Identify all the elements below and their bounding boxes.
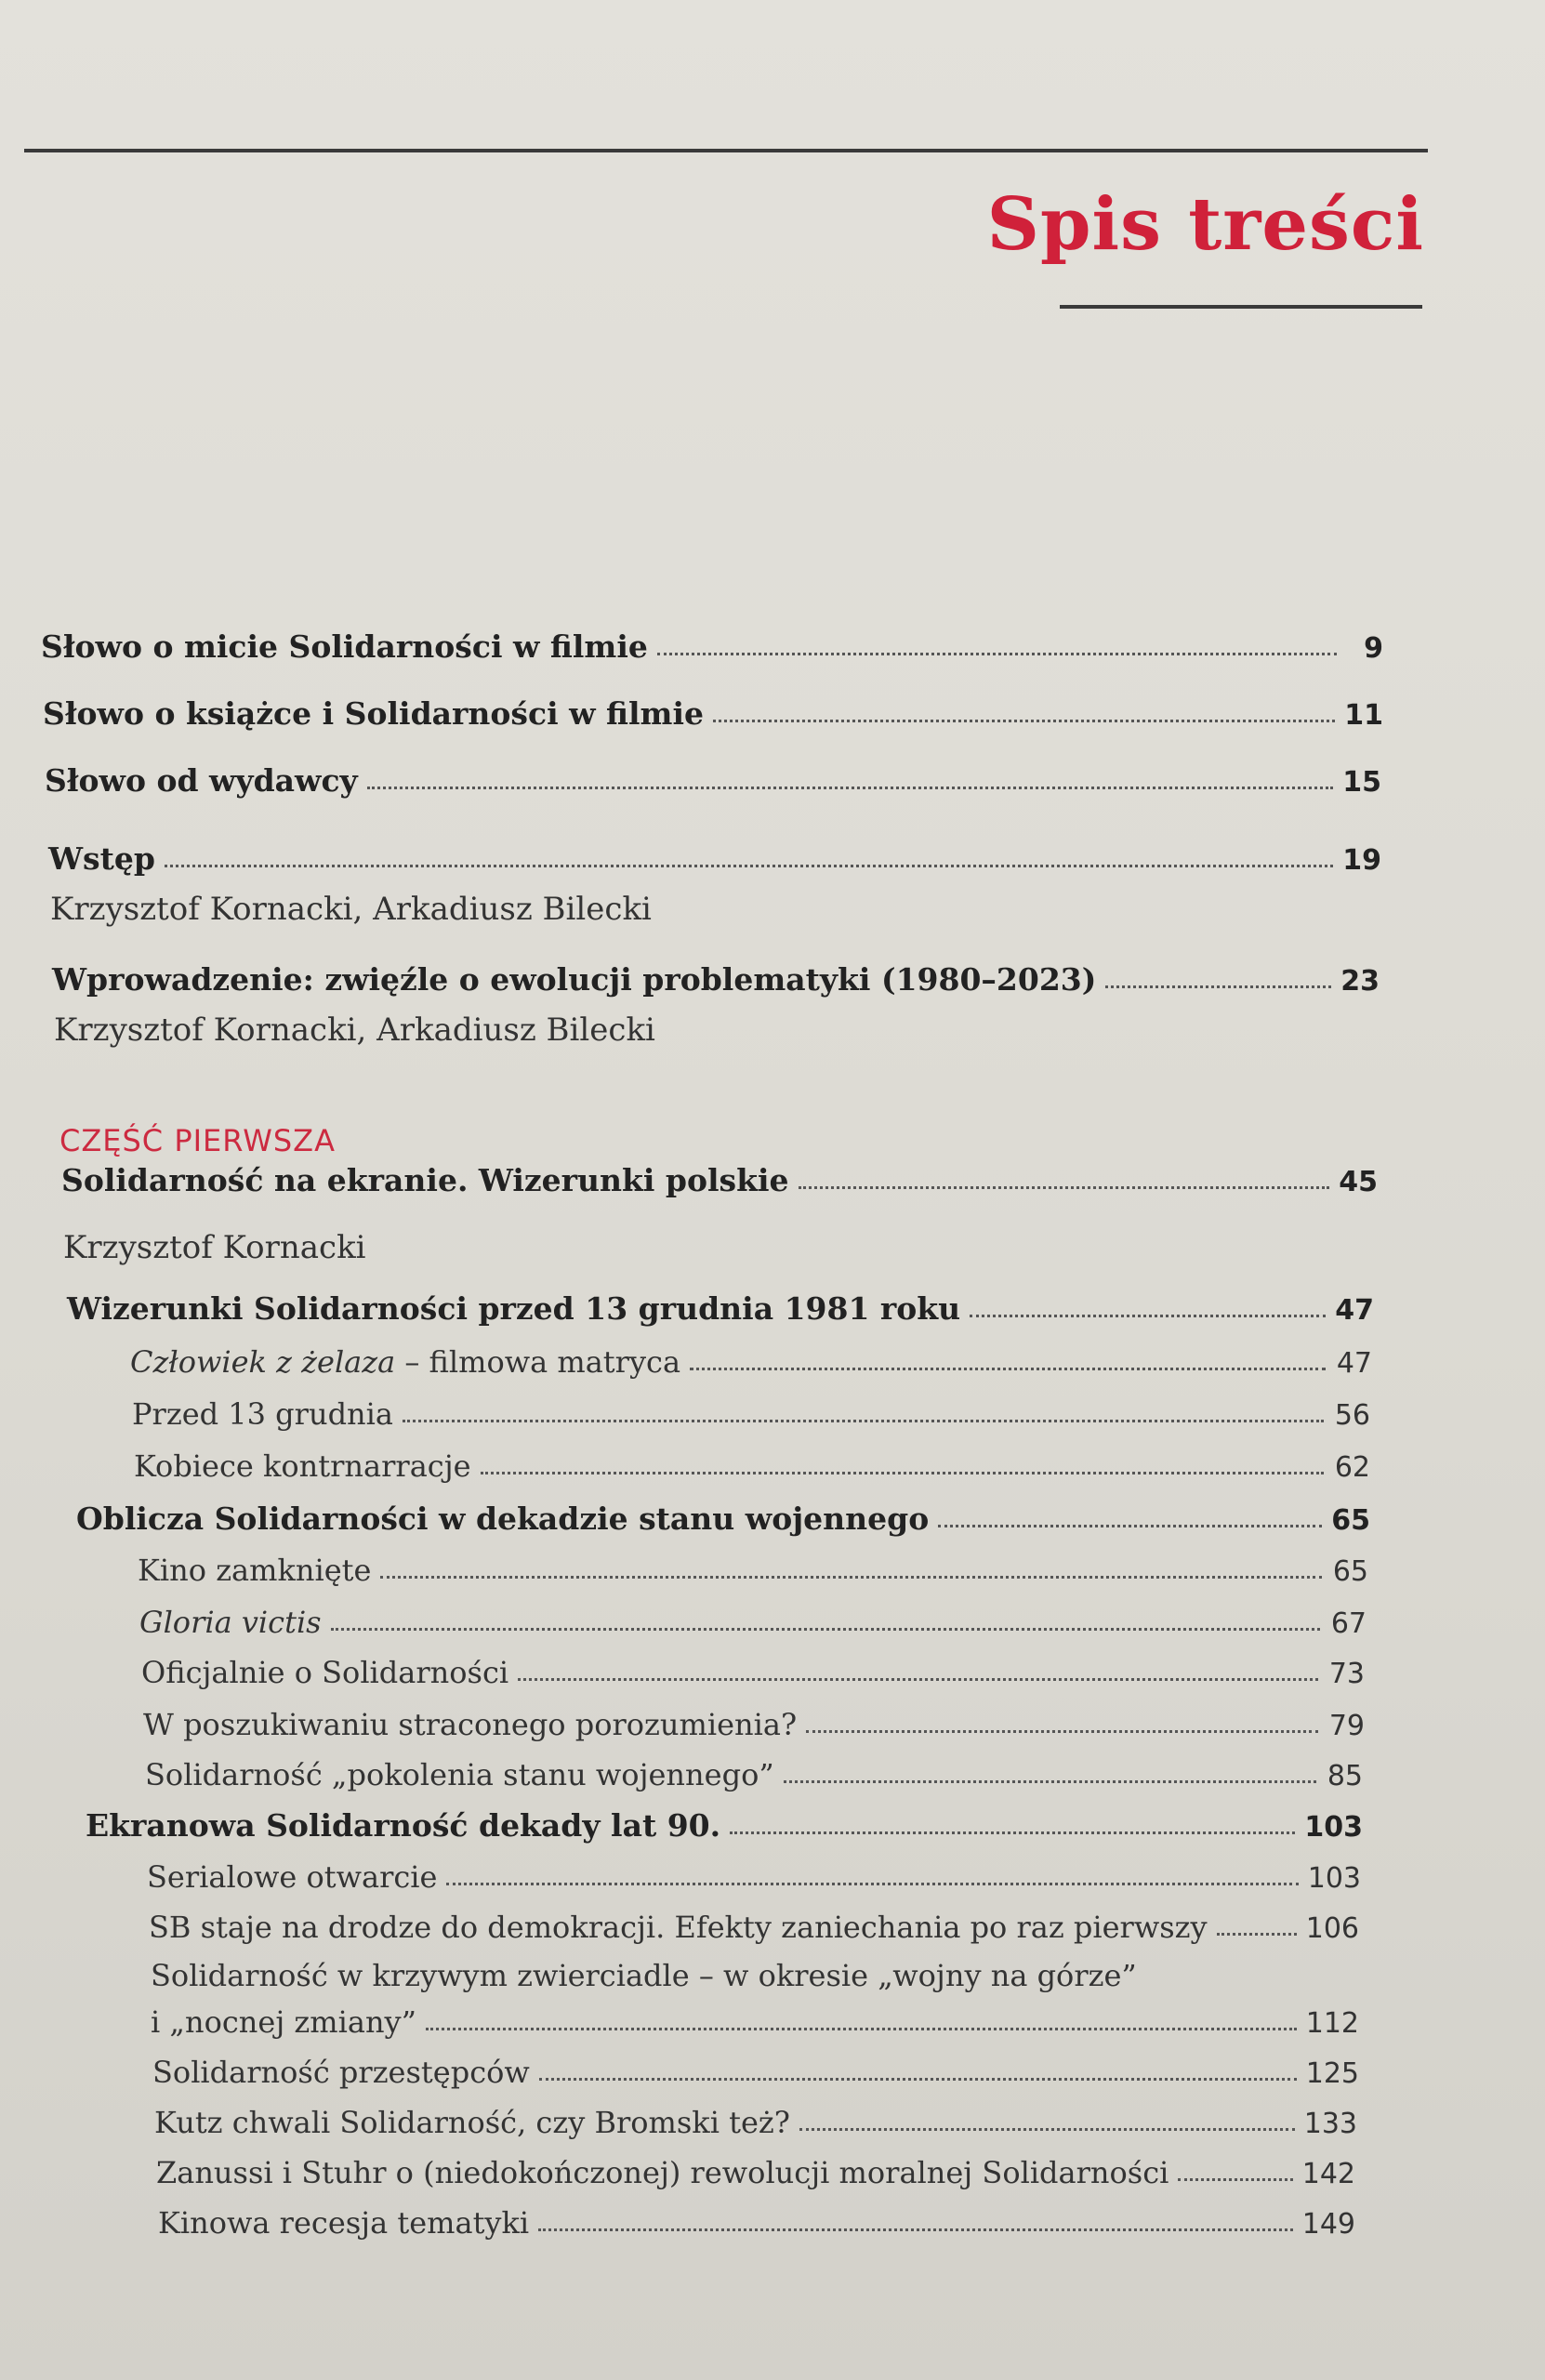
dot-leader bbox=[539, 2078, 1297, 2081]
toc-entry-label: Zanussi i Stuhr o (niedokończonej) rewolucji moralnej Solidarności bbox=[156, 2155, 1169, 2190]
toc-entry-page: 45 bbox=[1339, 1166, 1378, 1198]
dot-leader bbox=[806, 1730, 1318, 1733]
toc-entry-page: 11 bbox=[1344, 699, 1383, 732]
toc-entry-page: 62 bbox=[1334, 1451, 1370, 1484]
dot-leader bbox=[799, 2128, 1295, 2131]
dot-leader bbox=[538, 2228, 1293, 2231]
toc-entry-page: 19 bbox=[1342, 844, 1381, 877]
toc-entry-label: Solidarność na ekranie. Wizerunki polskie bbox=[61, 1162, 789, 1198]
toc-entry-page: 73 bbox=[1328, 1658, 1365, 1690]
toc-entry-label: Słowo o micie Solidarności w filmie bbox=[41, 628, 648, 665]
toc-entry-label: Wprowadzenie: zwięźle o ewolucji problematyki (1980–2023) bbox=[52, 961, 1097, 998]
toc-entry-subsection[interactable] bbox=[149, 1910, 1359, 1945]
dot-leader bbox=[165, 865, 1333, 867]
toc-entry-front[interactable] bbox=[52, 961, 1380, 998]
toc-entry-page: 112 bbox=[1305, 2007, 1359, 2040]
toc-entry-subsection[interactable] bbox=[145, 1757, 1363, 1792]
toc-entry-chapter[interactable] bbox=[86, 1807, 1363, 1844]
dot-leader bbox=[380, 1576, 1322, 1579]
toc-entry-page: 65 bbox=[1332, 1555, 1368, 1588]
toc-entry-subsection[interactable] bbox=[138, 1553, 1368, 1588]
toc-entry-page: 149 bbox=[1301, 2208, 1355, 2241]
toc-entry-front[interactable] bbox=[41, 628, 1383, 665]
toc-entry-label: Oficjalnie o Solidarności bbox=[141, 1655, 509, 1690]
dot-leader bbox=[938, 1525, 1322, 1527]
toc-entry-page: 15 bbox=[1342, 766, 1381, 799]
dot-leader bbox=[518, 1678, 1318, 1681]
dot-leader bbox=[446, 1883, 1298, 1885]
dot-leader bbox=[1105, 985, 1331, 988]
toc-entry-page: 47 bbox=[1335, 1294, 1374, 1327]
dot-leader bbox=[1178, 2178, 1292, 2181]
toc-entry-subsection[interactable] bbox=[151, 2004, 1359, 2040]
toc-entry-label: Wstęp bbox=[48, 840, 155, 877]
toc-entry-page: 85 bbox=[1327, 1760, 1363, 1792]
dot-leader bbox=[799, 1186, 1330, 1189]
toc-entry-page: 47 bbox=[1336, 1347, 1372, 1380]
toc-entry-label: Kinowa recesja tematyki bbox=[158, 2205, 530, 2241]
toc-entry-chapter[interactable] bbox=[76, 1501, 1370, 1537]
toc-entry-page: 125 bbox=[1305, 2057, 1359, 2090]
toc-entry-front[interactable] bbox=[45, 762, 1381, 799]
toc-entry-subsection[interactable] bbox=[143, 1707, 1365, 1742]
toc-entry-chapter[interactable] bbox=[67, 1290, 1374, 1327]
toc-entry-subsection[interactable] bbox=[139, 1605, 1367, 1640]
toc-entry-label: Solidarność przestępców bbox=[152, 2055, 530, 2090]
toc-entry-part[interactable] bbox=[61, 1162, 1378, 1198]
toc-entry-page: 65 bbox=[1331, 1504, 1370, 1537]
toc-entry-label: i „nocnej zmiany” bbox=[151, 2004, 416, 2040]
toc-entry-subsection[interactable] bbox=[156, 2155, 1355, 2190]
toc-entry-subsection[interactable] bbox=[154, 2105, 1357, 2140]
top-rule bbox=[24, 149, 1428, 152]
toc-entry-label: W poszukiwaniu straconego porozumienia? bbox=[143, 1707, 798, 1742]
toc-entry-page: 56 bbox=[1334, 1399, 1370, 1432]
toc-entry-label: Oblicza Solidarności w dekadzie stanu wojennego bbox=[76, 1501, 930, 1537]
dot-leader bbox=[403, 1420, 1324, 1422]
dot-leader bbox=[690, 1368, 1326, 1370]
author-line: Krzysztof Kornacki bbox=[63, 1229, 366, 1266]
toc-entry-page: 103 bbox=[1304, 1811, 1363, 1844]
toc-entry-label: Kino zamknięte bbox=[138, 1553, 372, 1588]
page-title: Spis treści bbox=[986, 182, 1424, 267]
toc-entry-subsection[interactable] bbox=[141, 1655, 1365, 1690]
toc-entry-front[interactable] bbox=[48, 840, 1381, 877]
toc-entry-label: Serialowe otwarcie bbox=[147, 1859, 438, 1895]
toc-entry-page: 67 bbox=[1330, 1607, 1367, 1640]
toc-entry-label bbox=[139, 1605, 322, 1640]
toc-entry-page: 103 bbox=[1307, 1862, 1361, 1895]
toc-entry-label: Przed 13 grudnia bbox=[132, 1396, 393, 1432]
toc-entry-front[interactable] bbox=[43, 695, 1383, 732]
toc-entry-label: Ekranowa Solidarność dekady lat 90. bbox=[86, 1807, 721, 1844]
dot-leader bbox=[426, 2028, 1297, 2030]
dot-leader bbox=[481, 1472, 1324, 1474]
toc-entry-subsection[interactable] bbox=[158, 2205, 1355, 2241]
toc-entry-page: 9 bbox=[1364, 632, 1383, 665]
toc-entry-page: 106 bbox=[1305, 1912, 1359, 1945]
author-line: Krzysztof Kornacki, Arkadiusz Bilecki bbox=[54, 1012, 655, 1049]
toc-entry-label: Kobiece kontrnarracje bbox=[134, 1448, 471, 1484]
part-heading: CZĘŚĆ PIERWSZA bbox=[59, 1123, 336, 1158]
toc-entry-subsection[interactable] bbox=[130, 1344, 1372, 1380]
toc-entry-italic: Gloria victis bbox=[139, 1605, 322, 1640]
toc-entry-rest: – filmowa matryca bbox=[395, 1344, 681, 1380]
dot-leader bbox=[1217, 1933, 1297, 1936]
dot-leader bbox=[970, 1315, 1326, 1317]
author-line: Krzysztof Kornacki, Arkadiusz Bilecki bbox=[50, 891, 652, 928]
toc-entry-label: Słowo od wydawcy bbox=[45, 762, 358, 799]
dot-leader bbox=[367, 787, 1334, 789]
toc-entry-label: Solidarność „pokolenia stanu wojennego” bbox=[145, 1757, 774, 1792]
dot-leader bbox=[331, 1628, 1320, 1631]
title-underline bbox=[1060, 305, 1422, 309]
toc-entry-subsection[interactable] bbox=[147, 1859, 1361, 1895]
toc-entry-page: 133 bbox=[1303, 2108, 1357, 2140]
toc-entry-label bbox=[130, 1344, 680, 1380]
toc-entry-page: 142 bbox=[1301, 2158, 1355, 2190]
toc-entry-subsection[interactable] bbox=[134, 1448, 1370, 1484]
toc-entry-label: Słowo o książce i Solidarności w filmie bbox=[43, 695, 704, 732]
toc-entry-page: 23 bbox=[1340, 965, 1380, 998]
dot-leader bbox=[730, 1831, 1295, 1834]
dot-leader bbox=[657, 653, 1337, 655]
toc-entry-label: Kutz chwali Solidarność, czy Bromski też? bbox=[154, 2105, 790, 2140]
dot-leader bbox=[713, 720, 1335, 722]
toc-entry-label: Wizerunki Solidarności przed 13 grudnia 1981 roku bbox=[67, 1290, 961, 1327]
toc-entry-label: SB staje na drodze do demokracji. Efekty zaniechania po raz pierwszy bbox=[149, 1910, 1208, 1945]
toc-entry-page: 79 bbox=[1328, 1710, 1365, 1742]
toc-entry-subsection[interactable] bbox=[152, 2055, 1359, 2090]
toc-entry-italic: Człowiek z żelaza bbox=[130, 1344, 396, 1380]
toc-entry-label-line1: Solidarność w krzywym zwierciadle – w okresie „wojny na górze” bbox=[151, 1958, 1137, 1993]
toc-entry-subsection[interactable] bbox=[132, 1396, 1370, 1432]
dot-leader bbox=[784, 1780, 1316, 1783]
